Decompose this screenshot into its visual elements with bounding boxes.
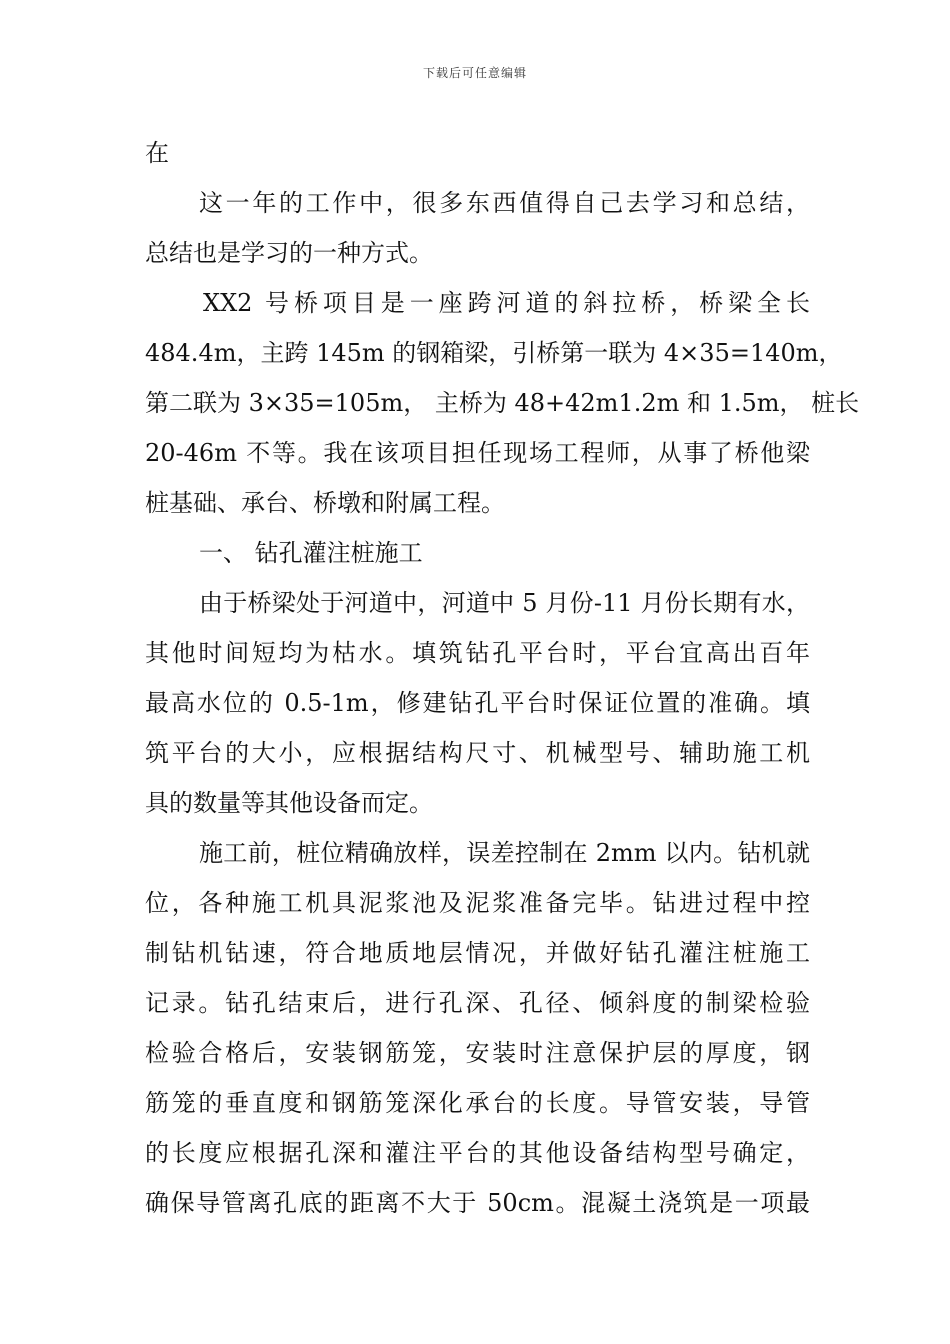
text-line: 其他时间短均为枯水。填筑钻孔平台时，平台宜高出百年 (145, 639, 810, 667)
section-heading: 一、 钻孔灌注桩施工 (199, 539, 423, 567)
text-line: 桩基础、承台、桥墩和附属工程。 (145, 489, 505, 517)
document-body (145, 128, 860, 1228)
text-line: 制钻机钻速，符合地质地层情况，并做好钻孔灌注桩施工 (145, 939, 810, 967)
text-line: 筑平台的大小，应根据结构尺寸、机械型号、辅助施工机 (145, 739, 810, 767)
text-line: 这一年的工作中，很多东西值得自己去学习和总结， (199, 189, 810, 217)
text-line: 由于桥梁处于河道中，河道中 5 月份-11 月份长期有水， (199, 589, 810, 617)
text-line: 检验合格后，安装钢筋笼，安装时注意保护层的厚度，钢 (145, 1039, 810, 1067)
text-line: 484.4m，主跨 145m 的钢箱梁，引桥第一联为 4×35=140m， (145, 339, 843, 367)
text-line: 20-46m 不等。我在该项目担任现场工程师，从事了桥他梁 (145, 439, 810, 467)
text-line: 具的数量等其他设备而定。 (145, 789, 433, 817)
text-line: 总结也是学习的一种方式。 (145, 239, 433, 267)
text-line: 记录。钻孔结束后，进行孔深、孔径、倾斜度的制梁检验 (145, 989, 810, 1017)
text-line: 最高水位的 0.5-1m，修建钻孔平台时保证位置的准确。填 (145, 689, 810, 717)
text-line: 的长度应根据孔深和灌注平台的其他设备结构型号确定， (145, 1139, 810, 1167)
page-header: 下载后可任意编辑 (422, 66, 527, 80)
text-line: XX2 号桥项目是一座跨河道的斜拉桥，桥梁全长 (203, 289, 810, 317)
text-line: 筋笼的垂直度和钢筋笼深化承台的长度。导管安装，导管 (145, 1089, 810, 1117)
text-line: 位，各种施工机具泥浆池及泥浆准备完毕。钻进过程中控 (145, 889, 810, 917)
text-line: 在 (145, 139, 169, 167)
text-line: 第二联为 3×35=105m， 主桥为 48+42m1.2m 和 1.5m， 桩长 (145, 389, 860, 417)
text-line: 确保导管离孔底的距离不大于 50cm。混凝土浇筑是一项最 (145, 1189, 810, 1217)
text-line: 施工前，桩位精确放样，误差控制在 2mm 以内。钻机就 (199, 839, 810, 867)
